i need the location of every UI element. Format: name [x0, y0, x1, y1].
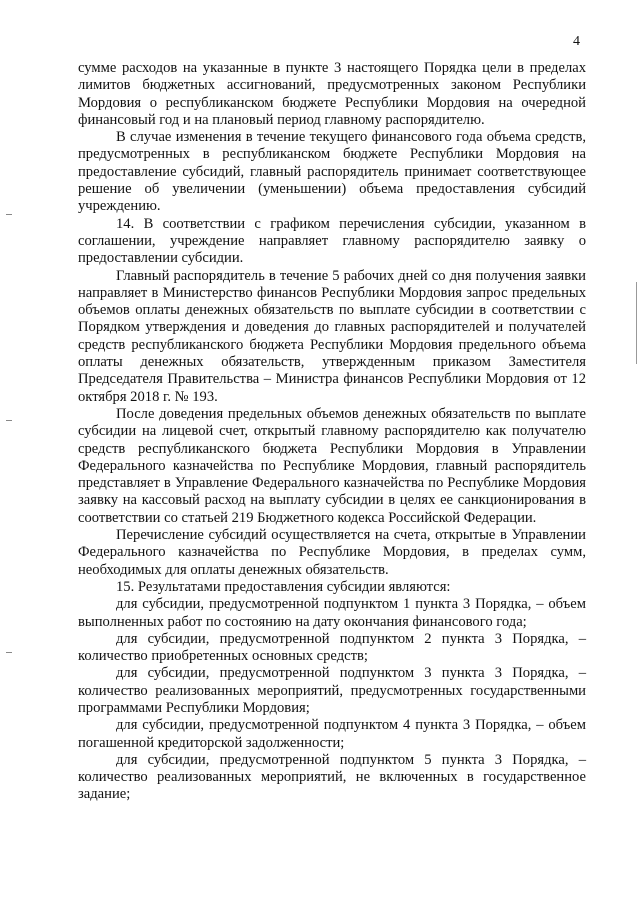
paragraph: В случае изменения в течение текущего финансового года объема средств, предусмотренных в республиканском бюджете Республики Мордовия на предоставление субсидий, главный распорядитель принимает соответствующее решение об увеличении (уменьшении) объема предоставления субсидий учреждению.	[78, 129, 586, 215]
paragraph: Перечисление субсидий осуществляется на счета, открытые в Управлении Федерального казначейства по Республике Мордовия, в пределах сумм, необходимых для оплаты денежных обязательств.	[78, 527, 586, 578]
scan-artifact-mark	[6, 652, 12, 653]
paragraph: для субсидии, предусмотренной подпунктом 2 пункта 3 Порядка, – количество приобретенных основных средств;	[78, 630, 586, 665]
paragraph: 14. В соответствии с графиком перечисления субсидии, указанном в соглашении, учреждение направляет главному распорядителю заявку о предоставлении субсидии.	[78, 215, 586, 267]
scan-artifact-mark	[6, 420, 12, 421]
paragraph: 15. Результатами предоставления субсидии являются:	[116, 578, 451, 595]
paragraph: Главный распорядитель в течение 5 рабочих дней со дня получения заявки направляет в Министерство финансов Республики Мордовия запрос предельных объемов оплаты денежных обязательств по выплате субсидии в соответствии с Порядком утверждения и доведения до главных распорядителей и получателей средств республиканского бюджета Республики Мордовия предельного объема оплаты денежных обязательств, утвержденным приказом Заместителя Председателя Правительства – Министра финансов Республики Мордовия от 12 октября 2018 г. № 193.	[78, 267, 586, 405]
paragraph: для субсидии, предусмотренной подпунктом 1 пункта 3 Порядка, – объем выполненных работ по состоянию на дату окончания финансового года;	[78, 596, 586, 630]
paragraph: для субсидии, предусмотренной подпунктом 4 пункта 3 Порядка, – объем погашенной кредиторской задолженности;	[78, 717, 586, 751]
paragraph: сумме расходов на указанные в пункте 3 настоящего Порядка цели в пределах лимитов бюджетных ассигнований, предусмотренных законом Республики Мордовия о республиканском бюджете Республики Мордовия на очередной финансовый год и на плановый период главному распорядителю.	[78, 60, 586, 128]
paragraph: для субсидии, предусмотренной подпунктом 3 пункта 3 Порядка, – количество реализованных мероприятий, предусмотренных государственными программами Республики Мордовия;	[78, 665, 586, 716]
paragraph: для субсидии, предусмотренной подпунктом 5 пункта 3 Порядка, – количество реализованных мероприятий, не включенных в государственное задание;	[78, 751, 586, 803]
scan-artifact-line	[636, 282, 637, 364]
page-number: 4	[573, 34, 580, 49]
document-body	[78, 60, 586, 804]
paragraph: После доведения предельных объемов денежных обязательств по выплате субсидии на лицевой счет, открытый главному распорядителю как получателю средств республиканского бюджета Республики Мордовия в Управлении Федерального казначейства по Республике Мордовия, главный распорядитель представляет в Управление Федерального казначейства по Республике Мордовия заявку на кассовый расход на выплату субсидии в целях ее санкционирования в соответствии со статьей 219 Бюджетного кодекса Российской Федерации.	[78, 405, 586, 526]
scan-artifact-mark	[6, 214, 12, 215]
